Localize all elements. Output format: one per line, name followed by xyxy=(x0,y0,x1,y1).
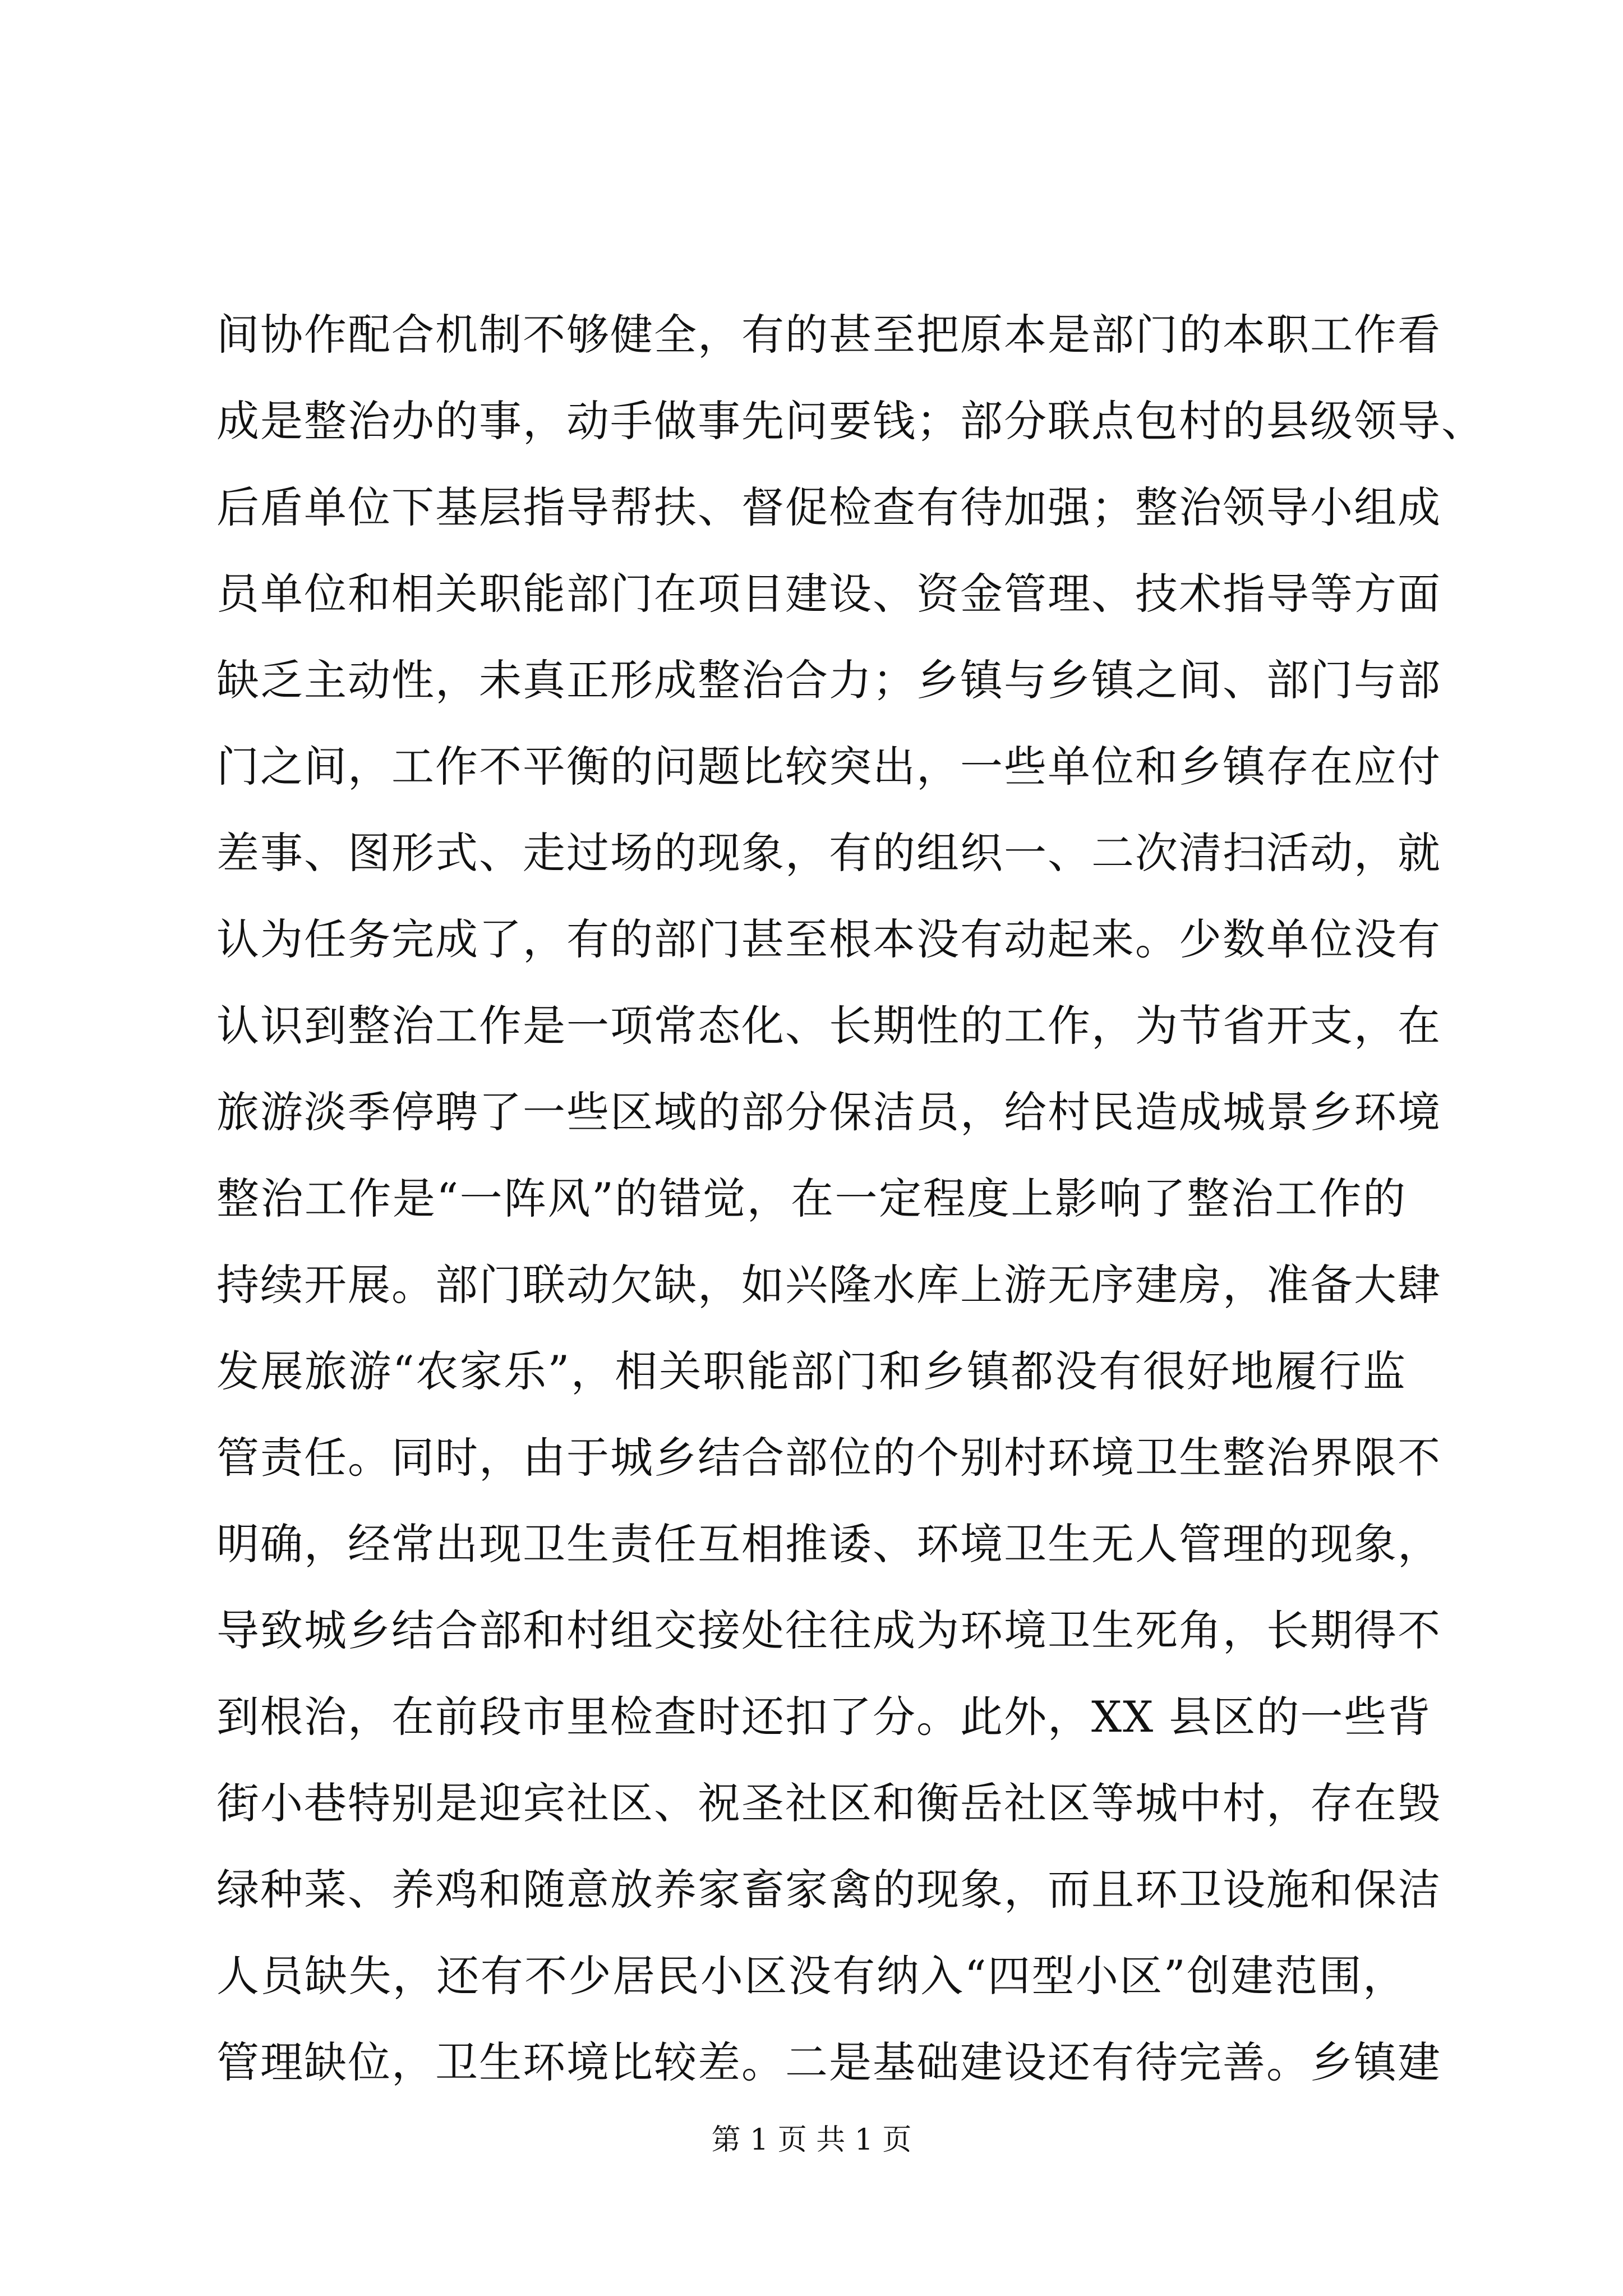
text-line: 人员缺失，还有不少居民小区没有纳入“四型小区”创建范围， xyxy=(216,1951,1407,2001)
text-line: 到根治，在前段市里检查时还扣了分。此外，XX 县区的一些背 xyxy=(216,1692,1432,1742)
text-line: 差事、图形式、走过场的现象，有的组织一、二次清扫活动，就 xyxy=(216,828,1441,878)
text-line: 导致城乡结合部和村组交接处往往成为环境卫生死角，长期得不 xyxy=(216,1605,1441,1655)
text-line: 缺乏主动性，未真正形成整治合力；乡镇与乡镇之间、部门与部 xyxy=(216,655,1441,705)
text-line: 门之间，工作不平衡的问题比较突出，一些单位和乡镇存在应付 xyxy=(216,742,1441,792)
text-line: 发展旅游“农家乐”，相关职能部门和乡镇都没有很好地履行监 xyxy=(216,1346,1407,1396)
page-number-footer: 第 1 页 共 1 页 xyxy=(711,2123,912,2157)
text-line: 成是整治办的事，动手做事先问要钱；部分联点包村的县级领导、 xyxy=(216,396,1485,446)
text-line: 明确，经常出现卫生责任互相推诿、环境卫生无人管理的现象， xyxy=(216,1519,1441,1569)
text-line: 员单位和相关职能部门在项目建设、资金管理、技术指导等方面 xyxy=(216,569,1441,619)
text-line: 认识到整治工作是一项常态化、长期性的工作，为节省开支，在 xyxy=(216,1001,1441,1051)
body-paragraph xyxy=(216,292,1485,2106)
text-line: 绿种菜、养鸡和随意放养家畜家禽的现象，而且环卫设施和保洁 xyxy=(216,1865,1441,1915)
text-line: 后盾单位下基层指导帮扶、督促检查有待加强；整治领导小组成 xyxy=(216,482,1441,532)
text-line: 间协作配合机制不够健全，有的甚至把原本是部门的本职工作看 xyxy=(216,310,1441,360)
text-line: 整治工作是“一阵风”的错觉，在一定程度上影响了整治工作的 xyxy=(216,1174,1407,1223)
text-line: 管责任。同时，由于城乡结合部位的个别村环境卫生整治界限不 xyxy=(216,1433,1441,1483)
text-line: 管理缺位，卫生环境比较差。二是基础建设还有待完善。乡镇建 xyxy=(216,2037,1441,2087)
text-line: 旅游淡季停聘了一些区域的部分保洁员，给村民造成城景乡环境 xyxy=(216,1087,1441,1137)
text-line: 持续开展。部门联动欠缺，如兴隆水库上游无序建房，准备大肆 xyxy=(216,1260,1441,1310)
text-line: 街小巷特别是迎宾社区、祝圣社区和衡岳社区等城中村，存在毁 xyxy=(216,1778,1441,1828)
text-line: 认为任务完成了，有的部门甚至根本没有动起来。少数单位没有 xyxy=(216,914,1441,964)
